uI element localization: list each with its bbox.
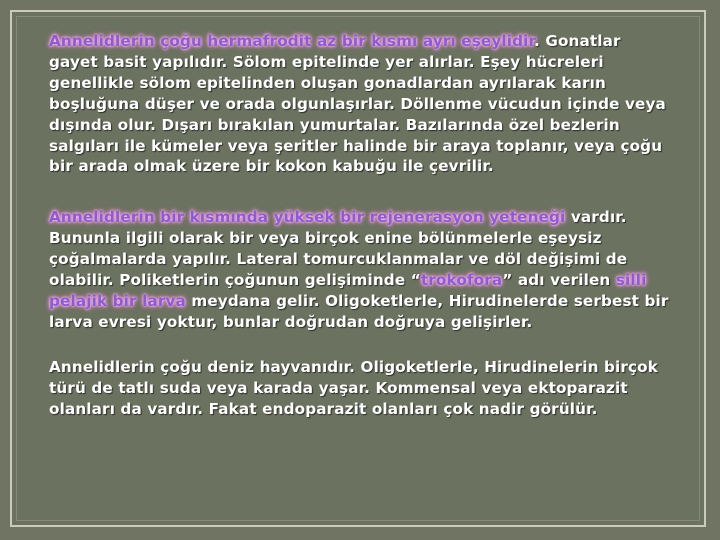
paragraph-regeneration [49, 207, 689, 332]
text-segment: Annelidlerin çoğu deniz hayvanıdır. Oligoketlerle, Hirudinelerin birçok türü de tatlı suda veya karada yaşar. Kommensal veya ektoparazit olanları da vardır. Fakat endoparazit olanları çok nadir görülür. [49, 358, 659, 418]
text-segment: . Gonatlar gayet basit yapılıdır. Sölom epitelinde yer alırlar. Eşey hücreleri genellikle sölom epitelinden oluşan gonadlardan ayrılarak karın boşluğuna düşer ve orada olgunlaşırlar. Döllenme vücudun içinde veya dışında olur. Dışarı bırakılan yumurtalar. Bazılarında özel bezlerin salgıları ile kümeler veya şeritler halinde bir araya toplanır, veya çoğu bir arada olmak üzere bir kokon kabuğu ile çevrilir. [49, 32, 666, 176]
text-segment: vardır. Bununla ilgili olarak bir veya birçok enine bölünmelerle eşeysiz çoğalmalarda yapılır. Lateral tomurcuklanmalar ve döl değişimi de olabilir. Poliketlerin çoğunun gelişiminde “ [49, 208, 628, 289]
text-segment: meydana gelir. Oligoketlerle, Hirudinelerde serbest bir larva evresi yoktur, bunlar doğrudan doğruya gelişirler. [49, 291, 669, 331]
text-segment-highlight: Annelidlerin çoğu hermafrodit az bir kısmı ayrı eşeylidir [49, 32, 534, 50]
paragraph-reproduction [49, 31, 689, 177]
text-segment-highlight: Annelidlerin bir kısmında yüksek bir rejenerasyon yeteneği [49, 208, 566, 226]
paragraph-habitat [49, 357, 689, 420]
text-segment: ” adı verilen [502, 270, 616, 289]
text-segment-highlight: trokofora [420, 270, 503, 289]
text-segment-highlight: silli pelajik bir larva [49, 270, 647, 310]
